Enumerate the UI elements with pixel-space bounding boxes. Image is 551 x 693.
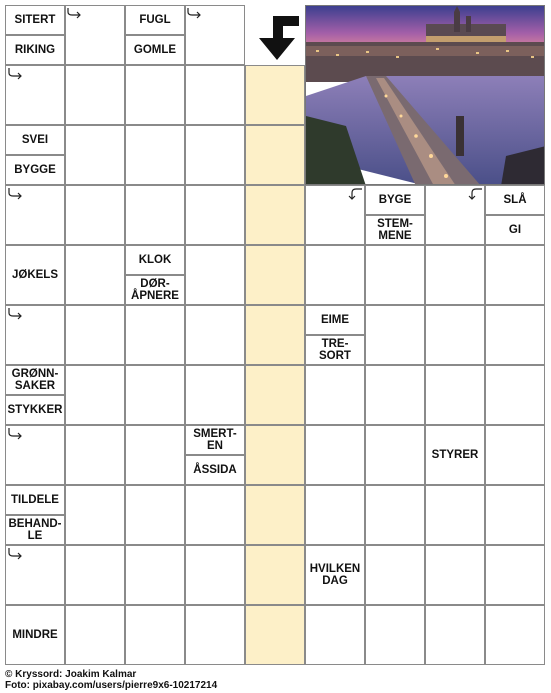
answer-cell[interactable] xyxy=(305,365,365,425)
clue-cell: KLOK xyxy=(125,245,185,275)
answer-cell[interactable] xyxy=(185,245,245,305)
answer-cell[interactable] xyxy=(125,605,185,665)
answer-cell[interactable] xyxy=(125,545,185,605)
answer-cell[interactable] xyxy=(185,605,245,665)
arrow-down-left-icon xyxy=(346,187,364,201)
clue-cell: TRE- SORT xyxy=(305,335,365,365)
solution-cell[interactable] xyxy=(245,365,305,425)
answer-cell[interactable] xyxy=(65,605,125,665)
answer-cell[interactable] xyxy=(65,365,125,425)
clue-cell: GI xyxy=(485,215,545,245)
answer-cell[interactable] xyxy=(485,545,545,605)
author-credit: © Kryssord: Joakim Kalmar xyxy=(5,669,137,680)
solution-cell[interactable] xyxy=(245,425,305,485)
arrow-down-right-icon xyxy=(7,427,25,441)
answer-cell[interactable] xyxy=(425,545,485,605)
solution-cell[interactable] xyxy=(245,305,305,365)
clue-cell: DØR- ÅPNERE xyxy=(125,275,185,305)
answer-cell[interactable] xyxy=(485,245,545,305)
answer-cell[interactable] xyxy=(485,365,545,425)
answer-cell[interactable] xyxy=(185,65,245,125)
arrow-down-right-icon xyxy=(7,187,25,201)
photo-credit: Foto: pixabay.com/users/pierre9x6-10217214 xyxy=(5,680,218,691)
answer-cell[interactable] xyxy=(65,545,125,605)
clue-cell: MINDRE xyxy=(5,605,65,665)
answer-cell[interactable] xyxy=(185,185,245,245)
answer-cell[interactable] xyxy=(365,365,425,425)
clue-cell: STEM- MENE xyxy=(365,215,425,245)
clue-cell: TILDELE xyxy=(5,485,65,515)
answer-cell[interactable] xyxy=(185,365,245,425)
clue-cell: FUGL xyxy=(125,5,185,35)
answer-cell[interactable] xyxy=(365,545,425,605)
solution-cell[interactable] xyxy=(245,125,305,185)
answer-cell[interactable] xyxy=(65,125,125,185)
clue-cell: BYGGE xyxy=(5,155,65,185)
clue-cell: BEHAND- LE xyxy=(5,515,65,545)
solution-cell[interactable] xyxy=(245,485,305,545)
arrow-right-down-icon xyxy=(66,7,84,21)
answer-cell[interactable] xyxy=(65,185,125,245)
clue-cell: JØKELS xyxy=(5,245,65,305)
answer-cell[interactable] xyxy=(365,605,425,665)
arrow-down-right-icon xyxy=(7,307,25,321)
answer-cell[interactable] xyxy=(425,365,485,425)
answer-cell[interactable] xyxy=(485,305,545,365)
answer-cell[interactable] xyxy=(425,605,485,665)
clue-cell: RIKING xyxy=(5,35,65,65)
solution-cell[interactable] xyxy=(245,65,305,125)
clue-cell: SVEI xyxy=(5,125,65,155)
answer-cell[interactable] xyxy=(365,305,425,365)
answer-cell[interactable] xyxy=(365,425,425,485)
answer-cell[interactable] xyxy=(485,485,545,545)
answer-cell[interactable] xyxy=(125,425,185,485)
answer-cell[interactable] xyxy=(185,545,245,605)
answer-cell[interactable] xyxy=(65,485,125,545)
clue-cell: SLÅ xyxy=(485,185,545,215)
answer-cell[interactable] xyxy=(305,245,365,305)
answer-cell[interactable] xyxy=(305,605,365,665)
clue-cell: ÅSSIDA xyxy=(185,455,245,485)
solution-cell[interactable] xyxy=(245,245,305,305)
prague-photo xyxy=(305,5,545,185)
answer-cell[interactable] xyxy=(365,245,425,305)
answer-cell[interactable] xyxy=(125,65,185,125)
arrow-down-right-icon xyxy=(7,547,25,561)
clue-cell: BYGE xyxy=(365,185,425,215)
solution-arrow-icon xyxy=(251,12,303,64)
answer-cell[interactable] xyxy=(425,485,485,545)
answer-cell[interactable] xyxy=(485,425,545,485)
answer-cell[interactable] xyxy=(185,305,245,365)
answer-cell[interactable] xyxy=(125,185,185,245)
answer-cell[interactable] xyxy=(125,305,185,365)
answer-cell[interactable] xyxy=(425,245,485,305)
clue-cell: HVILKEN DAG xyxy=(305,545,365,605)
answer-cell[interactable] xyxy=(305,425,365,485)
crossword-grid xyxy=(5,5,545,665)
clue-cell: EIME xyxy=(305,305,365,335)
answer-cell[interactable] xyxy=(365,485,425,545)
answer-cell[interactable] xyxy=(65,245,125,305)
solution-cell[interactable] xyxy=(245,185,305,245)
arrow-right-down-icon xyxy=(186,7,204,21)
answer-cell[interactable] xyxy=(65,65,125,125)
arrow-down-right-icon xyxy=(7,67,25,81)
clue-cell: GOMLE xyxy=(125,35,185,65)
answer-cell[interactable] xyxy=(485,605,545,665)
arrow-down-left-icon xyxy=(466,187,484,201)
clue-cell: SITERT xyxy=(5,5,65,35)
answer-cell[interactable] xyxy=(125,365,185,425)
answer-cell[interactable] xyxy=(425,305,485,365)
answer-cell[interactable] xyxy=(65,425,125,485)
clue-cell: GRØNN- SAKER xyxy=(5,365,65,395)
clue-cell: SMERT- EN xyxy=(185,425,245,455)
clue-cell: STYRER xyxy=(425,425,485,485)
solution-cell[interactable] xyxy=(245,545,305,605)
answer-cell[interactable] xyxy=(185,485,245,545)
clue-cell: STYKKER xyxy=(5,395,65,425)
answer-cell[interactable] xyxy=(125,485,185,545)
answer-cell[interactable] xyxy=(185,125,245,185)
solution-cell[interactable] xyxy=(245,605,305,665)
answer-cell[interactable] xyxy=(65,305,125,365)
answer-cell[interactable] xyxy=(305,485,365,545)
answer-cell[interactable] xyxy=(125,125,185,185)
